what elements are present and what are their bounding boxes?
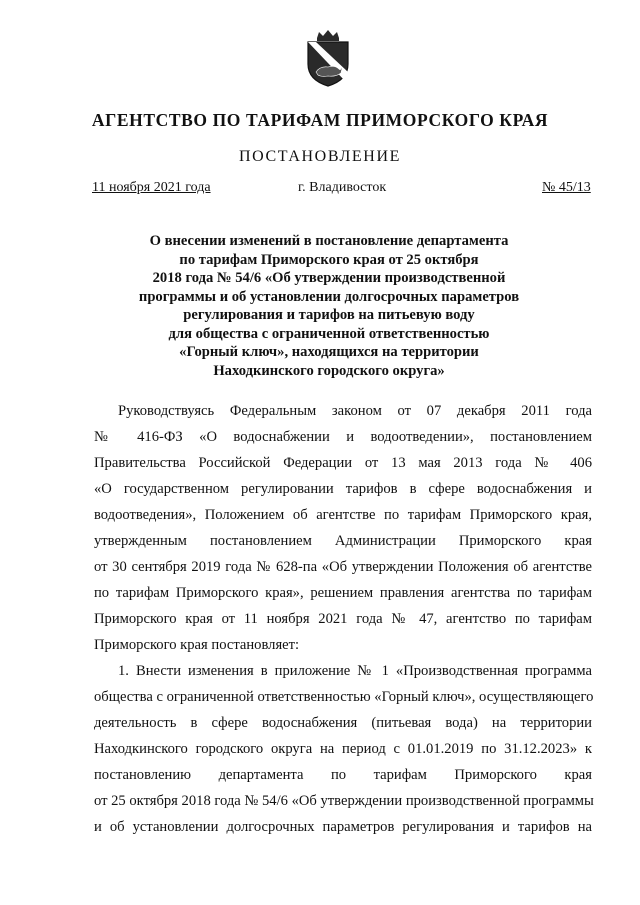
document-number: № 45/13 — [542, 180, 591, 195]
body-line: от 30 сентября 2019 года № 628-па «Об утверждении Положения об агентстве — [94, 559, 592, 575]
body-line: Руководствуясь Федеральным законом от 07 декабря 2011 года — [118, 403, 592, 419]
title-line: 2018 года № 54/6 «Об утверждении производственной — [152, 270, 506, 286]
title-line: Находкинского городского округа» — [213, 362, 445, 379]
body-line: Находкинского городского округа на период с 01.01.2019 по 31.12.2023» к — [94, 741, 592, 757]
document-type: ПОСТАНОВЛЕНИЕ — [239, 148, 401, 165]
body-line: по тарифам Приморского края», решением правления агентства по тарифам — [94, 585, 592, 601]
body-line: общества с ограниченной ответственностью «Горный ключ», осуществляющего — [94, 689, 594, 705]
body-line: утвержденным постановлением Администрации Приморского края — [94, 533, 592, 549]
body-line: постановлению департамента по тарифам Приморского края — [94, 767, 592, 783]
agency-name: АГЕНТСТВО ПО ТАРИФАМ ПРИМОРСКОГО КРАЯ — [91, 110, 549, 130]
body-line: Приморского края постановляет: — [94, 637, 300, 653]
title-line: по тарифам Приморского края от 25 октября — [179, 251, 479, 268]
document-city: г. Владивосток — [298, 180, 387, 195]
body-line: 1. Внести изменения в приложение № 1 «Производственная программа — [118, 663, 592, 679]
document-title — [100, 232, 558, 380]
body-line: «О государственном регулировании тарифов в сфере водоснабжения и — [94, 481, 592, 497]
title-line: для общества с ограниченной ответственностью — [168, 325, 490, 342]
document-date: 11 ноября 2021 года — [92, 180, 211, 195]
body-line: от 25 октября 2018 года № 54/6 «Об утверждении производственной программы — [94, 793, 594, 809]
body-line: № 416-ФЗ «О водоснабжении и водоотведении», постановлением — [94, 429, 592, 445]
title-line: «Горный ключ», находящихся на территории — [179, 344, 479, 360]
title-line: регулирования и тарифов на питьевую воду — [183, 307, 475, 323]
body-line: и об установлении долгосрочных параметров регулирования и тарифов на — [94, 819, 592, 835]
title-line: О внесении изменений в постановление департамента — [149, 233, 509, 249]
coat-of-arms-icon — [302, 28, 354, 88]
body-line: Правительства Российской Федерации от 13 мая 2013 года № 406 — [94, 455, 592, 471]
title-line: программы и об установлении долгосрочных параметров — [138, 288, 520, 305]
document-body — [94, 402, 592, 844]
body-line: Приморского края от 11 ноября 2021 года № 47, агентство по тарифам — [94, 611, 592, 627]
body-line: водоотведения», Положением об агентстве по тарифам Приморского края, — [94, 507, 592, 523]
body-line: деятельность в сфере водоснабжения (питьевая вода) на территории — [94, 715, 592, 731]
